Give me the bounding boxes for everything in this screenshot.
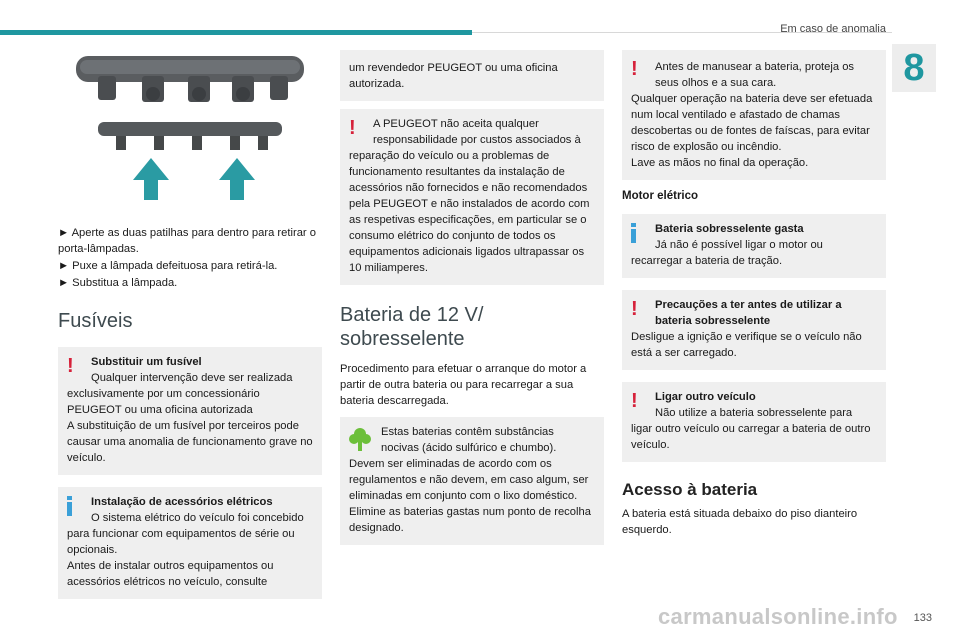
- precaution-rest: Desligue a ignição e verifique se o veículo não está a ser carregado.: [631, 331, 862, 359]
- column-2: [340, 50, 604, 545]
- motor-title: Motor elétrico: [622, 190, 699, 202]
- step-3: ► Substitua a lâmpada.: [58, 277, 178, 289]
- lamp-holder-illustration: [58, 50, 322, 208]
- other-warning-rest: ligar outro veículo ou carregar a bateria de outro veículo.: [631, 423, 871, 451]
- eco-box: [340, 417, 604, 545]
- install-info-line-1: O sistema elétrico do veículo foi concebido: [91, 512, 304, 524]
- warning-icon: !: [631, 298, 638, 320]
- spare-info-title: Bateria sobresselente gasta: [655, 223, 804, 235]
- chapter-number: 8: [892, 44, 936, 92]
- step-1: ► Aperte as duas patilhas para dentro para retirar o porta-lâmpadas.: [58, 227, 316, 255]
- fuse-warning-title: Substituir um fusível: [91, 356, 202, 368]
- precaution-title-2: bateria sobresselente: [655, 315, 771, 327]
- steps-list: [58, 225, 322, 291]
- fuses-title: Fusíveis: [58, 310, 133, 332]
- battery-title: Bateria de 12 V/ sobresselente: [340, 304, 484, 350]
- fuse-warning-box: [58, 347, 322, 475]
- battery-intro: Procedimento para efetuar o arranque do motor a partir de outra bateria ou para recarregar a sua bateria descarregada.: [340, 363, 587, 407]
- column-1: [58, 50, 322, 599]
- install-info-line-2: para funcionar com equipamentos de série ou opcionais.: [67, 528, 295, 556]
- fuse-warning-line-3: A substituição de um fusível por terceiros pode causar uma anomalia de funcionamento grave no veículo.: [67, 420, 313, 464]
- warning-icon: !: [67, 355, 74, 377]
- environment-icon: [349, 427, 371, 451]
- other-vehicle-warning-box: [622, 382, 886, 462]
- spare-info-rest: recarregar a bateria de tração.: [631, 255, 783, 267]
- handle-warning-last: Lave as mãos no final da operação.: [631, 157, 809, 169]
- precaution-warning-box: [622, 290, 886, 370]
- warning-icon: !: [349, 117, 356, 139]
- peugeot-warning-first: A PEUGEOT não aceita qualquer: [373, 118, 539, 130]
- peugeot-warning-box: [340, 109, 604, 285]
- spare-info-box: [622, 214, 886, 278]
- spare-info-first: Já não é possível ligar o motor ou: [655, 239, 823, 251]
- continued-text: um revendedor PEUGEOT ou uma oficina autorizada.: [349, 62, 558, 90]
- handle-warning-rest: Qualquer operação na bateria deve ser efetuada num local ventilado e afastado de chamas descobertas ou de fontes de faíscas, para evitar risco de explosão ou incêndio.: [631, 93, 873, 153]
- fuse-warning-line-2: exclusivamente por um concessionário PEUGEOT ou uma oficina autorizada: [67, 388, 260, 416]
- peugeot-warning-line2: responsabilidade por custos associados à: [373, 134, 581, 146]
- access-title: Acesso à bateria: [622, 480, 758, 499]
- access-text: A bateria está situada debaixo do piso dianteiro esquerdo.: [622, 508, 858, 536]
- step-2: ► Puxe a lâmpada defeituosa para retirá-la.: [58, 260, 278, 272]
- install-info-title: Instalação de acessórios elétricos: [91, 496, 273, 508]
- warning-icon: !: [631, 390, 638, 412]
- info-icon: [631, 223, 636, 243]
- watermark: carmanualsonline.info: [658, 604, 898, 629]
- column-3: [622, 50, 886, 538]
- eco-first: Estas baterias contêm substâncias: [381, 426, 554, 438]
- eco-line2: nocivas (ácido sulfúrico e chumbo).: [381, 442, 557, 454]
- eco-rest: Devem ser eliminadas de acordo com os regulamentos e não devem, em caso algum, ser eliminadas em conjunto com o lixo doméstico. Elimine as baterias gastas num ponto de recolha designado.: [349, 458, 591, 534]
- page-number: 133: [913, 612, 932, 624]
- install-info-line-3: Antes de instalar outros equipamentos ou acessórios elétricos no veículo, consulte: [67, 560, 274, 588]
- warning-icon: !: [631, 58, 638, 80]
- precaution-title-1: Precauções a ter antes de utilizar a: [655, 299, 842, 311]
- header-accent-bar: [0, 30, 472, 35]
- install-info-box: [58, 487, 322, 599]
- handle-warning-first: Antes de manusear a bateria, proteja os: [655, 61, 855, 73]
- other-warning-first: Não utilize a bateria sobresselente para: [655, 407, 853, 419]
- handle-warning-box: [622, 50, 886, 180]
- other-warning-title: Ligar outro veículo: [655, 391, 756, 403]
- handle-warning-line2: seus olhos e a sua cara.: [655, 77, 777, 89]
- continued-box: [340, 50, 604, 101]
- section-title: Em caso de anomalia: [780, 23, 886, 35]
- fuse-warning-line-1: Qualquer intervenção deve ser realizada: [91, 372, 293, 384]
- peugeot-warning-rest: reparação do veículo ou a problemas de funcionamento resultantes da instalação de acessórios não fornecidos e não recomendados pela PEUGEOT e não instalados de acordo com as respetivas especificações, em particular se o consumo elétrico do conjunto de todos os equipamentos adicionais ligados ultrapassar os 10 miliamperes.: [349, 150, 590, 274]
- info-icon: [67, 496, 72, 516]
